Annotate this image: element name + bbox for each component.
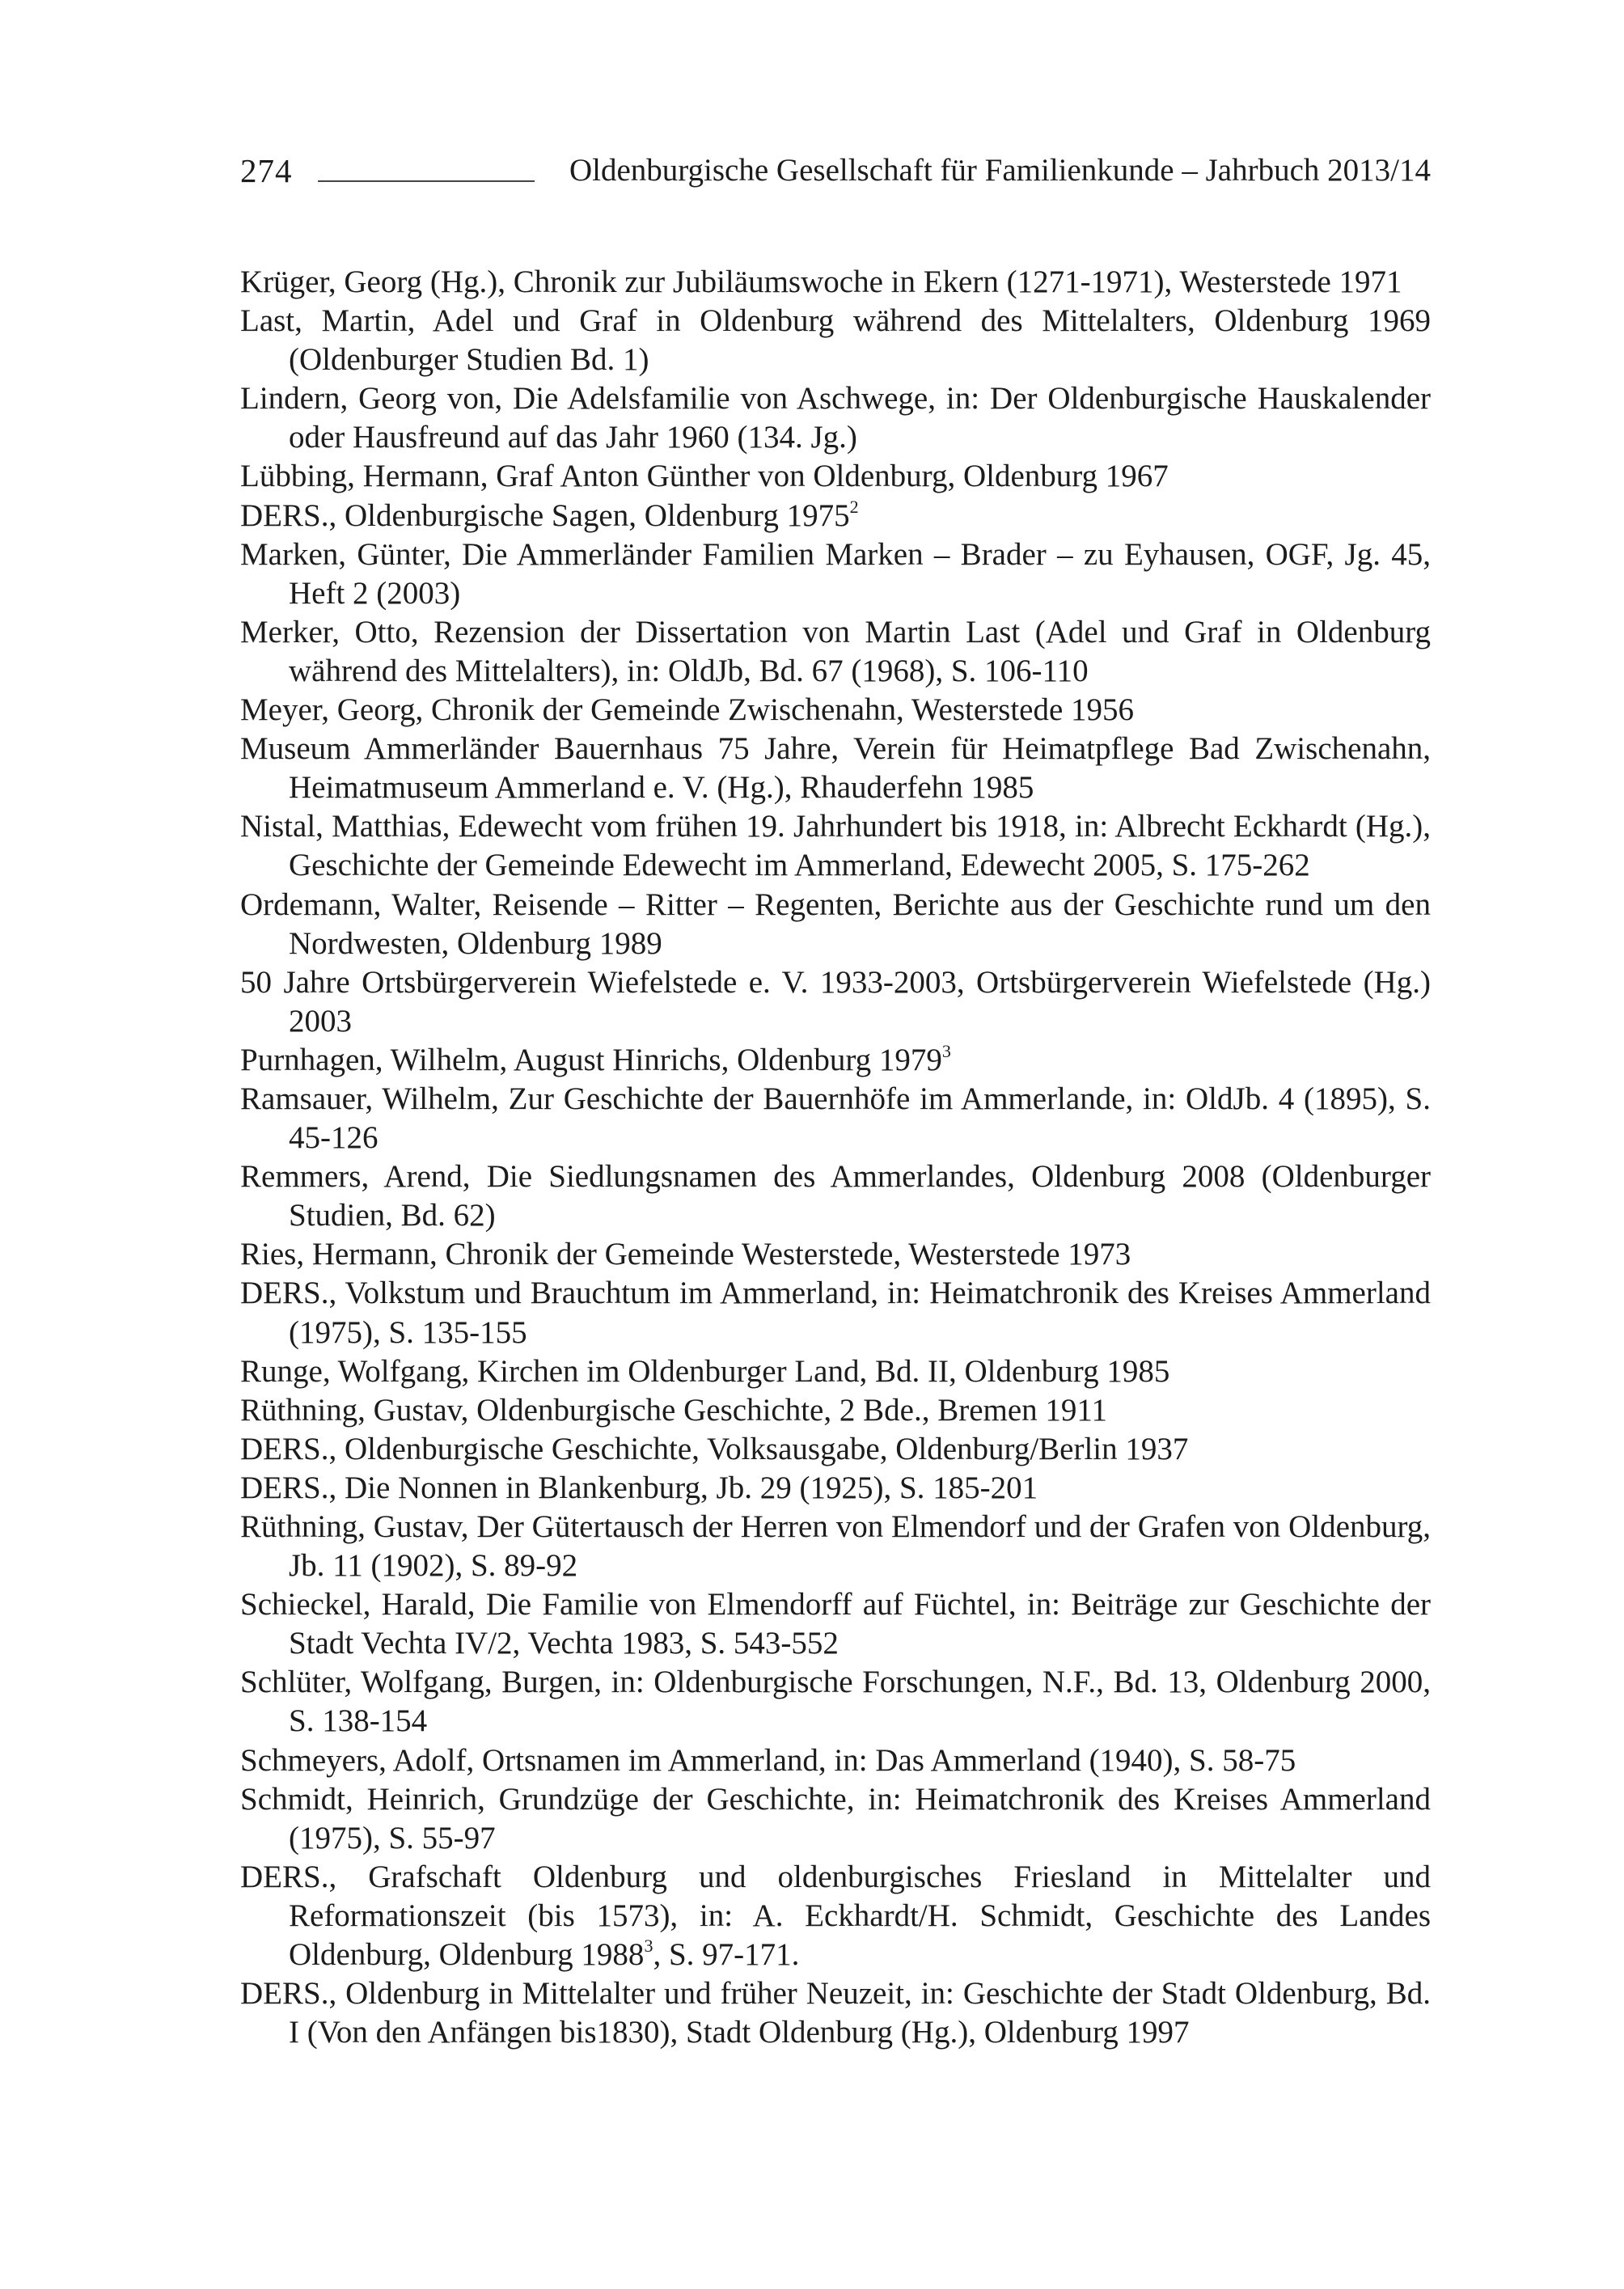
bibliography-entry bbox=[240, 886, 1431, 963]
entry-text: DERS., Oldenburgische Geschichte, Volksausgabe, Oldenburg/Berlin 1937 bbox=[240, 1431, 1189, 1466]
bibliography-entry bbox=[240, 691, 1431, 730]
entry-text: DERS., Volkstum und Brauchtum im Ammerland, in: Heimatchronik des Kreises Ammerland (1975), S. 135-155 bbox=[240, 1276, 1431, 1350]
entry-text: DERS., Oldenburg in Mittelalter und früher Neuzeit, in: Geschichte der Stadt Oldenburg, Bd. I (Von den Anfängen bis1830), Stadt Oldenburg (Hg.), Oldenburg 1997 bbox=[240, 1976, 1431, 2050]
bibliography-entry bbox=[240, 1274, 1431, 1352]
entry-text: DERS., Grafschaft Oldenburg und oldenburgisches Friesland in Mittelalter und Reformationszeit (bis 1573), in: A. Eckhardt/H. Schmidt, Geschichte des Landes Oldenburg, Oldenburg 1988 bbox=[240, 1859, 1431, 1973]
bibliography-entry bbox=[240, 1741, 1431, 1780]
entry-text: Runge, Wolfgang, Kirchen im Oldenburger Land, Bd. II, Oldenburg 1985 bbox=[240, 1353, 1170, 1389]
entry-text: Purnhagen, Wilhelm, August Hinrichs, Oldenburg 1979 bbox=[240, 1042, 942, 1077]
entry-text-tail: , S. 97-171. bbox=[653, 1937, 800, 1973]
bibliography-entry bbox=[240, 1157, 1431, 1235]
entry-text: Lindern, Georg von, Die Adelsfamilie von Aschwege, in: Der Oldenburgische Hauskalender oder Hausfreund auf das Jahr 1960 (134. Jg.) bbox=[240, 381, 1431, 455]
bibliography-entry bbox=[240, 1585, 1431, 1663]
entry-text: DERS., Oldenburgische Sagen, Oldenburg 1975 bbox=[240, 497, 850, 533]
page-number: 274 bbox=[240, 152, 293, 189]
bibliography-entry bbox=[240, 1391, 1431, 1430]
bibliography-entry bbox=[240, 1974, 1431, 2052]
entry-text: DERS., Die Nonnen in Blankenburg, Jb. 29 (1925), S. 185-201 bbox=[240, 1470, 1038, 1505]
entry-text: 50 Jahre Ortsbürgerverein Wiefelstede e. V. 1933-2003, Ortsbürgerverein Wiefelstede (Hg.) 2003 bbox=[240, 964, 1431, 1039]
entry-text: Nistal, Matthias, Edewecht vom frühen 19. Jahrhundert bis 1918, in: Albrecht Eckhardt (Hg.), Geschichte der Gemeinde Edewecht im Ammerland, Edewecht 2005, S. 175-262 bbox=[240, 809, 1431, 883]
entry-text: Ries, Hermann, Chronik der Gemeinde Westerstede, Westerstede 1973 bbox=[240, 1237, 1131, 1272]
entry-text: Schmeyers, Adolf, Ortsnamen im Ammerland, in: Das Ammerland (1940), S. 58-75 bbox=[240, 1742, 1296, 1778]
bibliography-list bbox=[240, 263, 1431, 2052]
edition-superscript: 2 bbox=[849, 496, 859, 517]
entry-text: Last, Martin, Adel und Graf in Oldenburg während des Mittelalters, Oldenburg 1969 (Oldenburger Studien Bd. 1) bbox=[240, 303, 1431, 378]
entry-text: Schieckel, Harald, Die Familie von Elmendorff auf Füchtel, in: Beiträge zur Geschichte der Stadt Vechta IV/2, Vechta 1983, S. 543-552 bbox=[240, 1587, 1431, 1661]
bibliography-entry bbox=[240, 302, 1431, 379]
page-header bbox=[240, 150, 1431, 191]
bibliography-entry bbox=[240, 1469, 1431, 1508]
bibliography-entry bbox=[240, 1041, 1431, 1080]
bibliography-entry bbox=[240, 457, 1431, 496]
bibliography-entry bbox=[240, 730, 1431, 807]
bibliography-entry bbox=[240, 1080, 1431, 1157]
bibliography-entry bbox=[240, 379, 1431, 457]
entry-text: Lübbing, Hermann, Graf Anton Günther von Oldenburg, Oldenburg 1967 bbox=[240, 459, 1169, 494]
entry-text: Museum Ammerländer Bauernhaus 75 Jahre, Verein für Heimatpflege Bad Zwischenahn, Heimatmuseum Ammerland e. V. (Hg.), Rhauderfehn 1985 bbox=[240, 731, 1431, 806]
entry-text: Remmers, Arend, Die Siedlungsnamen des Ammerlandes, Oldenburg 2008 (Oldenburger Studien, Bd. 62) bbox=[240, 1159, 1431, 1233]
bibliography-entry bbox=[240, 963, 1431, 1041]
edition-superscript: 3 bbox=[644, 1936, 653, 1957]
header-rule bbox=[318, 180, 535, 182]
bibliography-entry bbox=[240, 1430, 1431, 1469]
bibliography-entry bbox=[240, 1780, 1431, 1858]
entry-text: Ramsauer, Wilhelm, Zur Geschichte der Bauernhöfe im Ammerlande, in: OldJb. 4 (1895), S. 45-126 bbox=[240, 1081, 1431, 1156]
bibliography-entry bbox=[240, 535, 1431, 613]
bibliography-entry bbox=[240, 1352, 1431, 1391]
bibliography-entry bbox=[240, 263, 1431, 302]
bibliography-entry bbox=[240, 1663, 1431, 1741]
entry-text: Marken, Günter, Die Ammerländer Familien Marken – Brader – zu Eyhausen, OGF, Jg. 45, Heft 2 (2003) bbox=[240, 536, 1431, 611]
entry-text: Meyer, Georg, Chronik der Gemeinde Zwischenahn, Westerstede 1956 bbox=[240, 692, 1135, 728]
running-title: Oldenburgische Gesellschaft für Familienkunde – Jahrbuch 2013/14 bbox=[569, 153, 1431, 188]
bibliography-entry bbox=[240, 1235, 1431, 1274]
entry-text: Rüthning, Gustav, Oldenburgische Geschichte, 2 Bde., Bremen 1911 bbox=[240, 1392, 1107, 1428]
entry-text: Schmidt, Heinrich, Grundzüge der Geschichte, in: Heimatchronik des Kreises Ammerland (1975), S. 55-97 bbox=[240, 1781, 1431, 1855]
edition-superscript: 3 bbox=[941, 1040, 951, 1061]
entry-text: Rüthning, Gustav, Der Gütertausch der Herren von Elmendorf und der Grafen von Oldenburg, Jb. 11 (1902), S. 89-92 bbox=[240, 1509, 1431, 1584]
entry-text: Ordemann, Walter, Reisende – Ritter – Regenten, Berichte aus der Geschichte rund um den Nordwesten, Oldenburg 1989 bbox=[240, 886, 1431, 961]
bibliography-entry bbox=[240, 1858, 1431, 1974]
bibliography-entry bbox=[240, 497, 1431, 535]
bibliography-entry bbox=[240, 807, 1431, 885]
entry-text: Schlüter, Wolfgang, Burgen, in: Oldenburgische Forschungen, N.F., Bd. 13, Oldenburg 2000, S. 138-154 bbox=[240, 1665, 1431, 1739]
bibliography-entry bbox=[240, 613, 1431, 691]
entry-text: Krüger, Georg (Hg.), Chronik zur Jubiläumswoche in Ekern (1271-1971), Westerstede 1971 bbox=[240, 264, 1402, 299]
entry-text: Merker, Otto, Rezension der Dissertation von Martin Last (Adel und Graf in Oldenburg während des Mittelalters), in: OldJb, Bd. 67 (1968), S. 106-110 bbox=[240, 614, 1431, 688]
bibliography-entry bbox=[240, 1508, 1431, 1585]
